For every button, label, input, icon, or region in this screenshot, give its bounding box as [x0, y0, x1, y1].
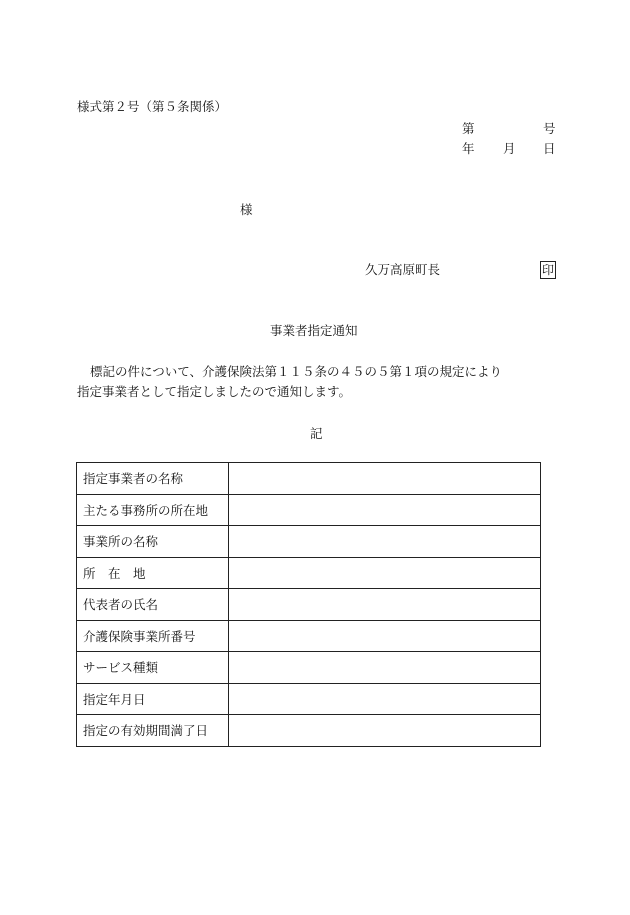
table-row [77, 526, 541, 558]
seal-mark: 印 [541, 263, 554, 277]
number-go-label: 号 [543, 121, 556, 136]
row-label: 指定の有効期間満了日 [77, 715, 229, 747]
table-row [77, 463, 541, 495]
form-number: 様式第２号（第５条関係） [77, 99, 228, 114]
row-label: 指定年月日 [77, 683, 229, 715]
row-value [229, 463, 541, 495]
ki-label: 記 [310, 426, 323, 441]
body-line-1: 標記の件について、介護保険法第１１５条の４５の５第１項の規定により [90, 364, 503, 379]
row-label: 所 在 地 [77, 557, 229, 589]
recipient-honorific: 様 [240, 202, 253, 217]
row-label: 事業所の名称 [77, 526, 229, 558]
row-label: 介護保険事業所番号 [77, 620, 229, 652]
table-row [77, 557, 541, 589]
issuer-title: 久万高原町長 [365, 262, 441, 277]
number-dai-label: 第 [462, 121, 475, 136]
row-value [229, 526, 541, 558]
document-title: 事業者指定通知 [270, 323, 358, 338]
table-row [77, 620, 541, 652]
row-label: 主たる事務所の所在地 [77, 494, 229, 526]
row-value [229, 589, 541, 621]
body-paragraph [77, 362, 547, 402]
details-table [76, 462, 541, 747]
row-label: 代表者の氏名 [77, 589, 229, 621]
date-month-label: 月 [503, 141, 516, 156]
table-row [77, 683, 541, 715]
row-value [229, 652, 541, 684]
table-row [77, 715, 541, 747]
body-line-2: 指定事業者として指定しましたので通知します。 [77, 384, 352, 399]
table-row [77, 652, 541, 684]
row-value [229, 494, 541, 526]
date-day-label: 日 [543, 141, 556, 156]
date-year-label: 年 [462, 141, 475, 156]
row-value [229, 683, 541, 715]
row-value [229, 715, 541, 747]
row-value [229, 557, 541, 589]
table-row [77, 589, 541, 621]
row-value [229, 620, 541, 652]
table-row [77, 494, 541, 526]
row-label: 指定事業者の名称 [77, 463, 229, 495]
row-label: サービス種類 [77, 652, 229, 684]
